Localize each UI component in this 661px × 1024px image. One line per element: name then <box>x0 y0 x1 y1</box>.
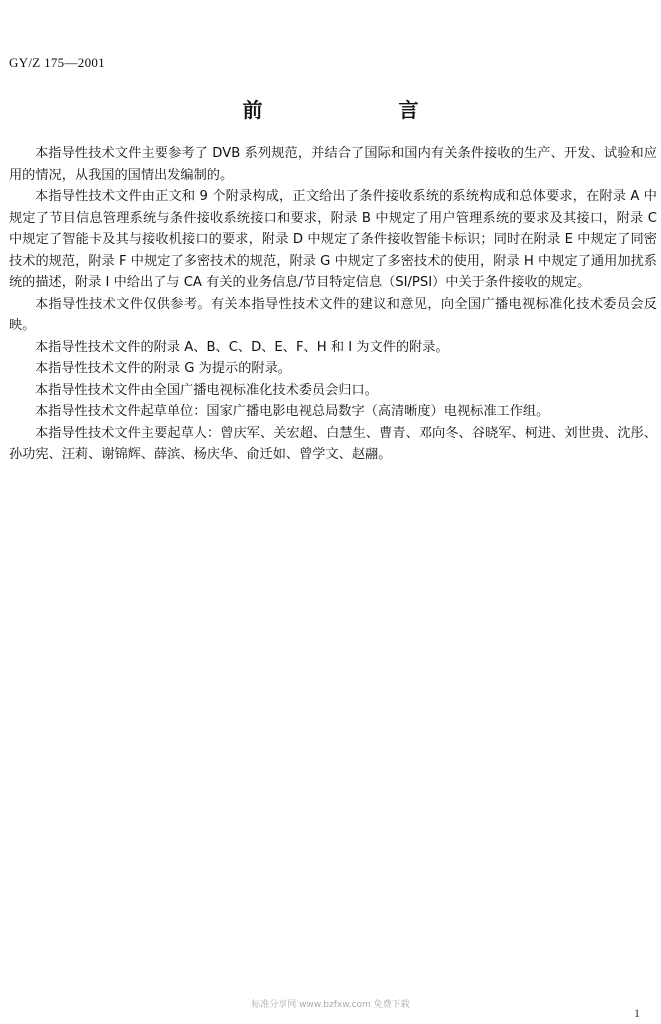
paragraph: 本指导性技术文件起草单位：国家广播电影电视总局数字（高清晰度）电视标准工作组。 <box>35 404 550 419</box>
paragraph: 本指导性技术文件主要起草人：曾庆军、关宏超、白慧生、曹青、邓向冬、谷晓军、柯进、刘世贵、沈彤、孙功宪、汪莉、谢锦辉、薛滨、杨庆华、俞迁如、曾学文、赵翮。 <box>9 425 657 462</box>
paragraph: 本指导性技术文件仅供参考。有关本指导性技术文件的建议和意见，向全国广播电视标准化技术委员会反映。 <box>9 296 657 333</box>
paragraph: 本指导性技术文件由全国广播电视标准化技术委员会归口。 <box>35 382 378 398</box>
page-title: 前 言 <box>242 98 477 122</box>
watermark-text: 标准分享网 www.bzfxw.com 免费下载 <box>251 1000 410 1010</box>
page-number: 1 <box>634 1006 640 1020</box>
paragraph: 本指导性技术文件由正文和 9 个附录构成，正文给出了条件接收系统的系统构成和总体要求，在附录 A 中规定了节目信息管理系统与条件接收系统接口和要求，附录 B 中规定了用户管理系统的要求及其接口，附录 C 中规定了智能卡及其与接收机接口的要求，附录 D 中规定了条件接收智能卡标识；同时在附录 E 中规定了同密技术的规范，附录 F 中规定了多密技术的规范，附录 G 中规定了多密技术的使用，附录 H 中规定了通用加扰系统的描述，附录 I 中给出了与 CA 有关的业务信息/节目特定信息（SI/PSI）中关于条件接收的规定。 <box>9 189 657 290</box>
paragraph: 本指导性技术文件的附录 G 为提示的附录。 <box>35 361 291 376</box>
standard-code: GY/Z 175—2001 <box>9 55 105 70</box>
paragraph: 本指导性技术文件的附录 A、B、C、D、E、F、H 和 I 为文件的附录。 <box>35 339 449 355</box>
paragraph: 本指导性技术文件主要参考了 DVB 系列规范，并结合了国际和国内有关条件接收的生产、开发、试验和应用的情况，从我国的国情出发编制的。 <box>9 146 657 183</box>
foreword-body <box>9 143 657 466</box>
